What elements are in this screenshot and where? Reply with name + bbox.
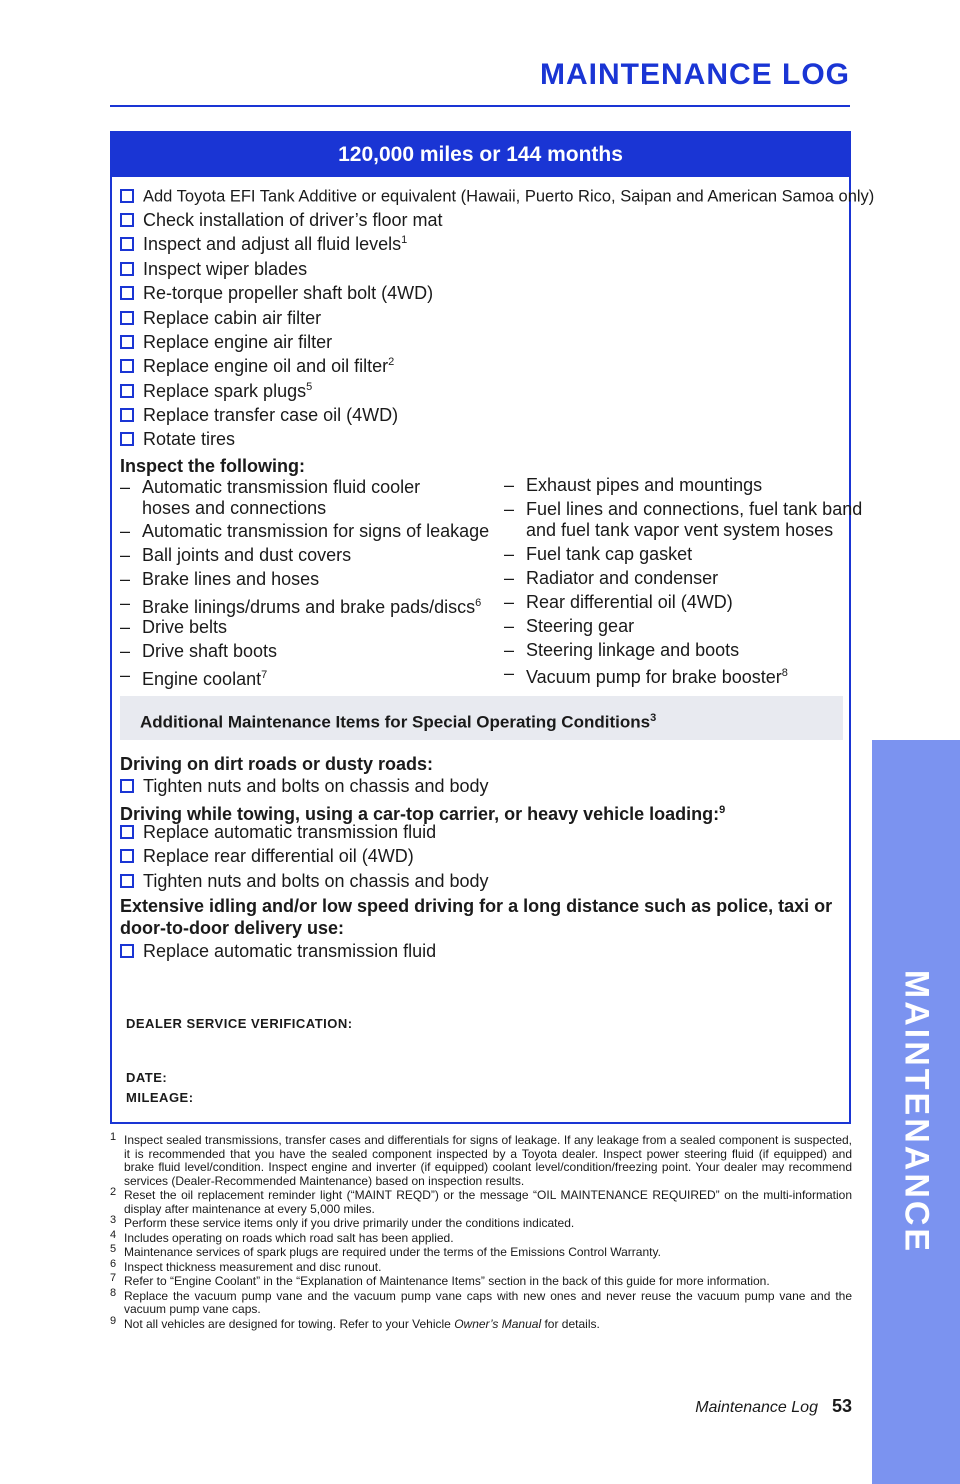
checkbox-icon[interactable] — [120, 335, 134, 349]
inspect-item — [504, 544, 692, 565]
date-label: DATE: — [126, 1070, 168, 1085]
checkbox-icon[interactable] — [120, 825, 134, 839]
task-item — [120, 181, 874, 208]
footnote-text: Refer to “Engine Coolant” in the “Explanation of Maintenance Items” section in the back of this guide for more information. — [124, 1274, 770, 1288]
footnote-text: for details. — [541, 1316, 600, 1331]
towing-footnote-ref: 9 — [719, 804, 726, 816]
footnote — [110, 1257, 852, 1275]
footnote — [110, 1186, 852, 1216]
mileage-label: MILEAGE: — [126, 1090, 194, 1105]
dash-icon: – — [120, 545, 131, 565]
inspect-item — [120, 641, 277, 662]
page-title: MAINTENANCE LOG — [540, 58, 850, 91]
checkbox-icon[interactable] — [120, 432, 134, 446]
footnote-number: 6 — [110, 1257, 117, 1270]
task-text: Inspect and adjust all fluid levels — [143, 234, 402, 254]
checkbox-icon[interactable] — [120, 874, 134, 888]
checkbox-icon[interactable] — [120, 359, 134, 373]
condition-heading-idling: Extensive idling and/or low speed driving for a long distance such as police, taxi or door-to-door delivery use: — [120, 896, 833, 938]
task-item — [120, 327, 332, 353]
inspect-text: Rear differential oil (4WD) — [526, 592, 733, 612]
footnote-text: Replace the vacuum pump vane and the vacuum pump vane caps with new ones and never reuse the vacuum pump vane and the vacuum pump vane caps. — [124, 1288, 852, 1316]
task-footnote-ref: 1 — [401, 234, 408, 246]
condition-task — [120, 845, 414, 867]
checkbox-icon[interactable] — [120, 189, 134, 203]
inspect-item — [120, 665, 267, 690]
inspect-text-line2: and fuel tank vapor vent system hoses — [526, 520, 834, 540]
inspect-item — [504, 568, 718, 589]
task-text: Replace spark plugs — [143, 381, 307, 401]
inspect-item — [120, 569, 319, 590]
inspect-text: Drive shaft boots — [142, 641, 278, 661]
dash-icon: – — [504, 544, 515, 564]
footnote-text: Not all vehicles are designed for towing. Refer to your Vehicle — [124, 1316, 455, 1331]
dash-icon: – — [120, 593, 131, 613]
page-footer — [695, 1396, 852, 1417]
inspect-text: Vacuum pump for brake booster — [526, 667, 782, 687]
dealer-verification-label: DEALER SERVICE VERIFICATION: — [126, 1016, 353, 1031]
inspect-text: Engine coolant — [142, 669, 262, 689]
checkbox-icon[interactable] — [120, 384, 134, 398]
inspect-text: Brake lines and hoses — [142, 569, 320, 589]
page-number: 53 — [831, 1396, 852, 1416]
task-item — [120, 229, 407, 255]
dash-icon: – — [120, 641, 131, 661]
condition-heading-dirt: Driving on dirt roads or dusty roads: — [120, 754, 434, 774]
dash-icon: – — [504, 616, 515, 636]
checkbox-icon[interactable] — [120, 213, 134, 227]
task-item — [120, 205, 442, 231]
inspect-item — [504, 616, 634, 637]
interval-header: 120,000 miles or 144 months — [112, 133, 849, 177]
task-text: Replace cabin air filter — [143, 308, 322, 328]
task-text: Replace automatic transmission fluid — [143, 941, 437, 961]
inspect-item — [504, 499, 862, 541]
footnote-number: 1 — [110, 1131, 117, 1143]
footnote-text: Inspect sealed transmissions, transfer cases and differentials for signs of leakage. If any leakage from a sealed component is suspected, it is recommended that you have the sealed component inspected by a Toyota dealer. Inspect power steering fluid (if equipped) and brake fluid level/condition. Inspect engine and inverter (if equipped) coolant level/condition/freezing point. Your dealer may recommend services (Dealer-Recommended Maintenance) based on inspection results. — [124, 1133, 852, 1188]
dash-icon: – — [504, 592, 515, 612]
task-text: Inspect wiper blades — [143, 259, 308, 279]
task-text: Add Toyota EFI Tank Additive or equivalent (Hawaii, Puerto Rico, Saipan and American Samoa only) — [143, 187, 875, 206]
footnote-number: 4 — [110, 1228, 117, 1241]
footnote-number: 3 — [110, 1214, 117, 1226]
dash-icon: – — [120, 569, 131, 589]
footnote-number: 5 — [110, 1243, 117, 1255]
task-text: Tighten nuts and bolts on chassis and body — [143, 776, 489, 796]
footnote — [110, 1272, 852, 1289]
inspect-footnote-ref: 6 — [475, 597, 482, 609]
condition-task — [120, 940, 436, 962]
footnote-number: 7 — [110, 1272, 117, 1284]
inspect-text: Drive belts — [142, 617, 228, 637]
dash-icon: – — [504, 568, 515, 588]
owners-manual-title: Owner’s Manual — [454, 1316, 542, 1331]
inspect-text-line2: hoses and connections — [142, 498, 327, 518]
inspect-item — [120, 593, 481, 618]
checkbox-icon[interactable] — [120, 286, 134, 300]
inspect-item — [504, 640, 739, 661]
task-text: Replace engine oil and oil filter — [143, 356, 389, 376]
dash-icon: – — [504, 475, 515, 495]
inspect-footnote-ref: 7 — [261, 669, 268, 681]
task-text: Rotate tires — [143, 429, 236, 449]
task-text: Re-torque propeller shaft bolt (4WD) — [143, 283, 434, 303]
inspect-item — [504, 663, 788, 688]
inspect-text: Ball joints and dust covers — [142, 545, 352, 565]
task-text: Tighten nuts and bolts on chassis and body — [143, 871, 489, 891]
task-item — [120, 400, 398, 426]
maintenance-interval-box — [110, 131, 875, 1124]
title-divider — [110, 105, 850, 107]
inspect-text: Steering gear — [526, 616, 635, 636]
condition-task — [120, 821, 436, 843]
inspect-item — [504, 592, 733, 613]
inspect-text: Fuel lines and connections, fuel tank band — [526, 499, 863, 519]
footnote — [110, 1131, 852, 1188]
additional-footnote-ref: 3 — [650, 712, 657, 724]
inspect-text: Exhaust pipes and mountings — [526, 475, 763, 495]
task-text: Check installation of driver’s floor mat — [143, 210, 443, 230]
inspect-item — [120, 521, 489, 542]
inspect-footnote-ref: 8 — [781, 667, 788, 679]
footnote-text: Maintenance services of spark plugs are required under the terms of the Emissions Control Warranty. — [124, 1245, 661, 1259]
dash-icon: – — [120, 477, 131, 497]
footnote — [110, 1286, 852, 1317]
footnote-number: 8 — [110, 1286, 117, 1299]
inspect-text: Steering linkage and boots — [526, 640, 740, 660]
footnote-text: Reset the oil replacement reminder light (“MAINT REQD”) or the message “OIL MAINTENANCE REQUIRED” on the multi-information display after maintenance at every 5,000 miles. — [124, 1188, 852, 1216]
task-footnote-ref: 2 — [388, 356, 395, 368]
inspect-item — [120, 617, 227, 638]
footnote-number: 9 — [110, 1314, 117, 1327]
dash-icon: – — [504, 640, 515, 660]
inspect-text: Brake linings/drums and brake pads/discs — [142, 597, 476, 617]
task-item — [120, 303, 321, 329]
task-footnote-ref: 5 — [306, 381, 313, 393]
checkbox-icon[interactable] — [120, 944, 134, 958]
checkbox-icon[interactable] — [120, 237, 134, 251]
dash-icon: – — [504, 663, 515, 683]
footnotes — [110, 1131, 852, 1332]
footnote-number: 2 — [110, 1186, 117, 1198]
footnote — [110, 1314, 852, 1332]
task-item — [120, 376, 312, 402]
task-text: Replace rear differential oil (4WD) — [143, 846, 414, 866]
dash-icon: – — [120, 665, 131, 685]
additional-maintenance-band — [120, 696, 843, 740]
checkbox-icon[interactable] — [120, 779, 134, 793]
footnote — [110, 1243, 852, 1260]
task-text: Replace automatic transmission fluid — [143, 822, 437, 842]
additional-maintenance-label: Additional Maintenance Items for Special Operating Conditions$^3$ — [140, 712, 657, 732]
inspect-text: Automatic transmission for signs of leakage — [142, 521, 490, 541]
footnote-text: Inspect thickness measurement and disc runout. — [124, 1259, 382, 1274]
checkbox-icon[interactable] — [120, 849, 134, 863]
inspect-item — [120, 477, 420, 519]
side-tab-label: MAINTENANCE — [897, 969, 936, 1255]
checkbox-icon[interactable] — [120, 408, 134, 422]
task-text: Replace transfer case oil (4WD) — [143, 405, 399, 425]
footnote-text: Includes operating on roads which road salt has been applied. — [124, 1230, 454, 1245]
dash-icon: – — [504, 499, 515, 519]
footnote-text: Perform these service items only if you drive primarily under the conditions indicated. — [124, 1216, 575, 1230]
inspect-item — [120, 545, 351, 566]
section-side-tab — [872, 740, 960, 1484]
condition-heading-towing: Driving while towing, using a car-top carrier, or heavy vehicle loading:$^9$ — [120, 804, 726, 824]
task-item — [120, 254, 307, 280]
inspect-heading: Inspect the following: — [120, 456, 305, 476]
footnote — [110, 1228, 852, 1246]
footer-label: Maintenance Log — [695, 1399, 818, 1416]
checkbox-icon[interactable] — [120, 262, 134, 276]
dash-icon: – — [120, 521, 131, 541]
inspect-text: Fuel tank cap gasket — [526, 544, 693, 564]
condition-task — [120, 775, 489, 797]
condition-task — [120, 870, 489, 892]
inspect-item — [504, 475, 762, 496]
inspect-text: Radiator and condenser — [526, 568, 719, 588]
inspect-text: Automatic transmission fluid cooler — [142, 477, 421, 497]
dash-icon: – — [120, 617, 131, 637]
task-text: Replace engine air filter — [143, 332, 333, 352]
task-item — [120, 278, 433, 304]
task-item — [120, 424, 235, 450]
footnote — [110, 1214, 852, 1231]
checkbox-icon[interactable] — [120, 311, 134, 325]
task-item — [120, 351, 394, 377]
